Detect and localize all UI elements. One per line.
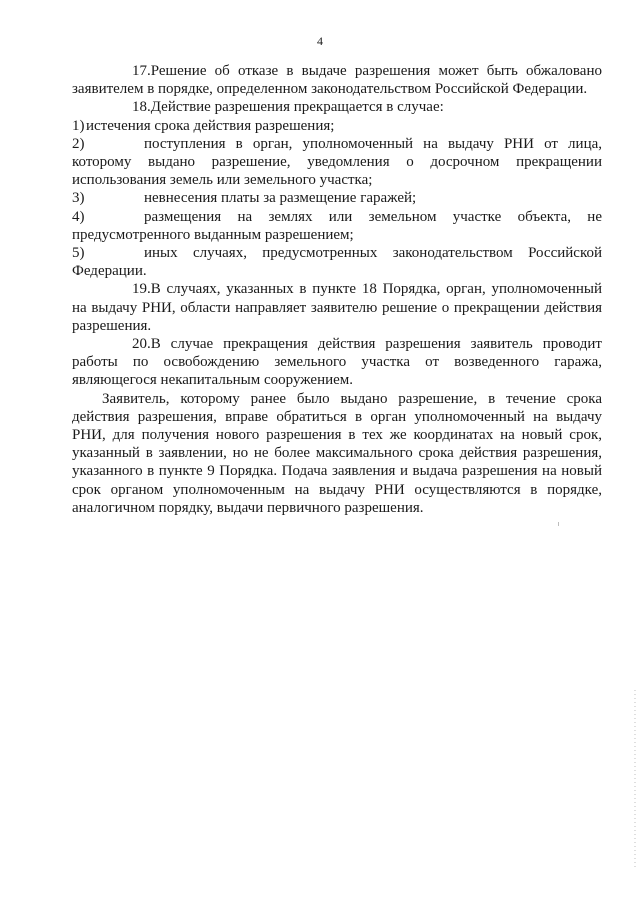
list-item-5 <box>72 244 602 280</box>
paragraph-text: Действие разрешения прекращается в случае: <box>150 99 444 116</box>
paragraph-20 <box>72 335 602 390</box>
list-item-number: 3) <box>72 190 85 207</box>
list-item-3 <box>72 189 602 207</box>
list-item-text: поступления в орган, уполномоченный на выдачу РНИ от лица, которому выдано разрешение, уведомления о досрочном прекращении использования земель или земельного участка; <box>72 135 602 189</box>
paragraph-number: 17. <box>132 63 151 79</box>
paragraph-text: В случае прекращения действия разрешения заявитель проводит работы по освобождению земельного участка от возведенного гаража, являющегося некапитальным сооружением. <box>72 336 602 389</box>
paragraph-renewal <box>72 390 602 517</box>
document-body <box>72 62 602 517</box>
paragraph-text: Заявитель, которому ранее было выдано разрешение, в течение срока действия разрешения, вправе обратиться в орган уполномоченный на выдачу РНИ, для получения нового разрешения в тех же координатах на новый срок, указанный в заявлении, но не более максимального срока действия разрешения, указанного в пункте 9 Порядка. Подача заявления и выдача разрешения на новый срок органом уполномоченным на выдачу РНИ осуществляются в порядке, аналогичном порядку, выдачи первичного разрешения. <box>72 390 602 516</box>
paragraph-19 <box>72 280 602 335</box>
paragraph-text: В случаях, указанных в пункте 18 Порядка, орган, уполномоченный на выдачу РНИ, области направляет заявителю решение о прекращении действия разрешения. <box>72 281 602 334</box>
list-item-text: истечения срока действия разрешения; <box>86 117 335 134</box>
paragraph-18 <box>72 98 602 116</box>
scan-mark <box>558 522 559 526</box>
list-item-text: иных случаях, предусмотренных законодательством Российской Федерации. <box>72 245 602 280</box>
paragraph-number: 19. <box>132 281 151 298</box>
paragraph-17 <box>72 62 602 98</box>
paragraph-number: 20. <box>132 336 151 353</box>
list-item-2 <box>72 135 602 190</box>
list-item-text: невнесения платы за размещение гаражей; <box>144 190 417 207</box>
list-item-number: 1) <box>72 117 85 134</box>
list-item-number: 2) <box>72 135 85 152</box>
scan-edge-artifact <box>634 690 636 870</box>
list-item-4 <box>72 208 602 244</box>
list-item-text: размещения на землях или земельном участке объекта, не предусмотренного выданным разрешением; <box>72 208 602 243</box>
list-item-1 <box>72 117 602 135</box>
list-item-number: 5) <box>72 245 85 262</box>
paragraph-number: 18. <box>132 99 151 116</box>
list-item-number: 4) <box>72 208 85 225</box>
paragraph-text: Решение об отказе в выдаче разрешения может быть обжаловано заявителем в порядке, определенном законодательством Российской Федерации. <box>72 63 602 98</box>
page-number: 4 <box>317 34 323 48</box>
